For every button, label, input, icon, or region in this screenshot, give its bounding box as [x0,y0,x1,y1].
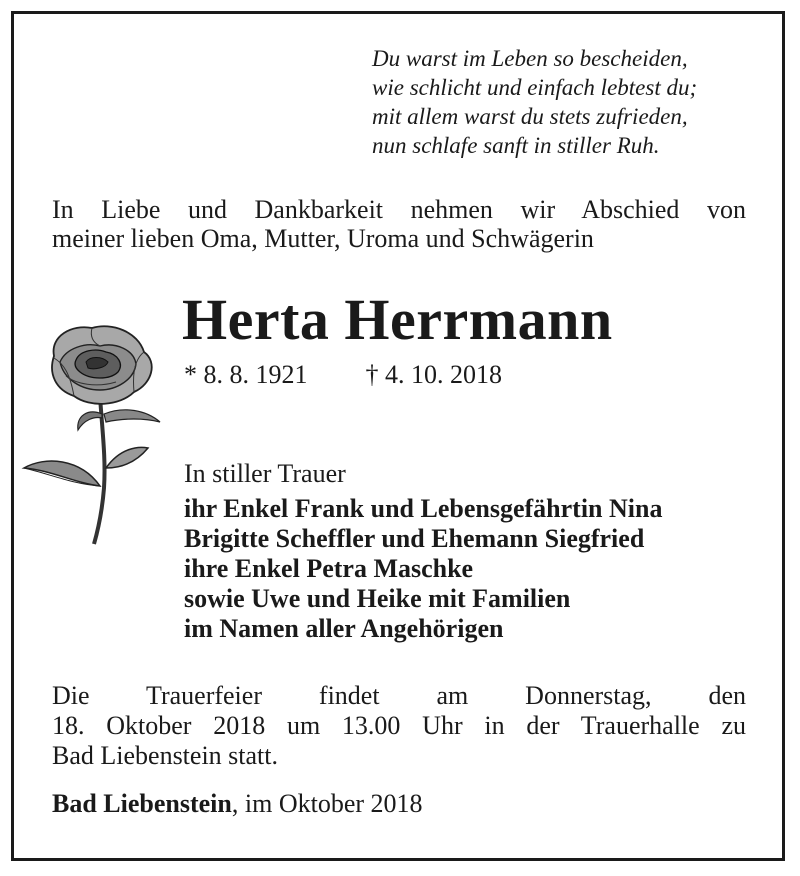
poem-line: nun schlafe sanft in stiller Ruh. [372,133,660,158]
intro-text [52,195,746,253]
birth-date: * 8. 8. 1921 [184,360,308,389]
deceased-name: Herta Herrmann [182,287,613,352]
poem-line: Du warst im Leben so bescheiden, [372,46,688,71]
signature-place: Bad Liebenstein [52,789,232,818]
mourning-heading: In stiller Trauer [184,459,346,488]
mourners-list [184,494,662,644]
signature [52,789,423,819]
service-info [52,681,746,771]
service-line: Bad Liebenstein statt. [52,741,279,770]
poem-line: wie schlicht und einfach lebtest du; [372,75,698,100]
mourner-line: im Namen aller Angehörigen [184,614,504,643]
intro-line: meiner lieben Oma, Mutter, Uroma und Schwägerin [52,224,594,253]
service-line: Die Trauerfeier findet am Donnerstag, den [52,681,746,710]
signature-date: , im Oktober 2018 [231,789,423,818]
death-date: † 4. 10. 2018 [365,360,502,389]
intro-line: In Liebe und Dankbarkeit nehmen wir Abschied von [52,195,746,224]
rose-icon [20,318,170,548]
mourner-line: sowie Uwe und Heike mit Familien [184,584,571,613]
poem-line: mit allem warst du stets zufrieden, [372,104,688,129]
mourner-line: ihre Enkel Petra Maschke [184,554,474,583]
life-dates [184,360,502,390]
mourner-line: Brigitte Scheffler und Ehemann Siegfried [184,524,645,553]
poem [372,44,697,160]
service-line: 18. Oktober 2018 um 13.00 Uhr in der Trauerhalle zu [52,711,746,740]
mourner-line: ihr Enkel Frank und Lebensgefährtin Nina [184,494,663,523]
